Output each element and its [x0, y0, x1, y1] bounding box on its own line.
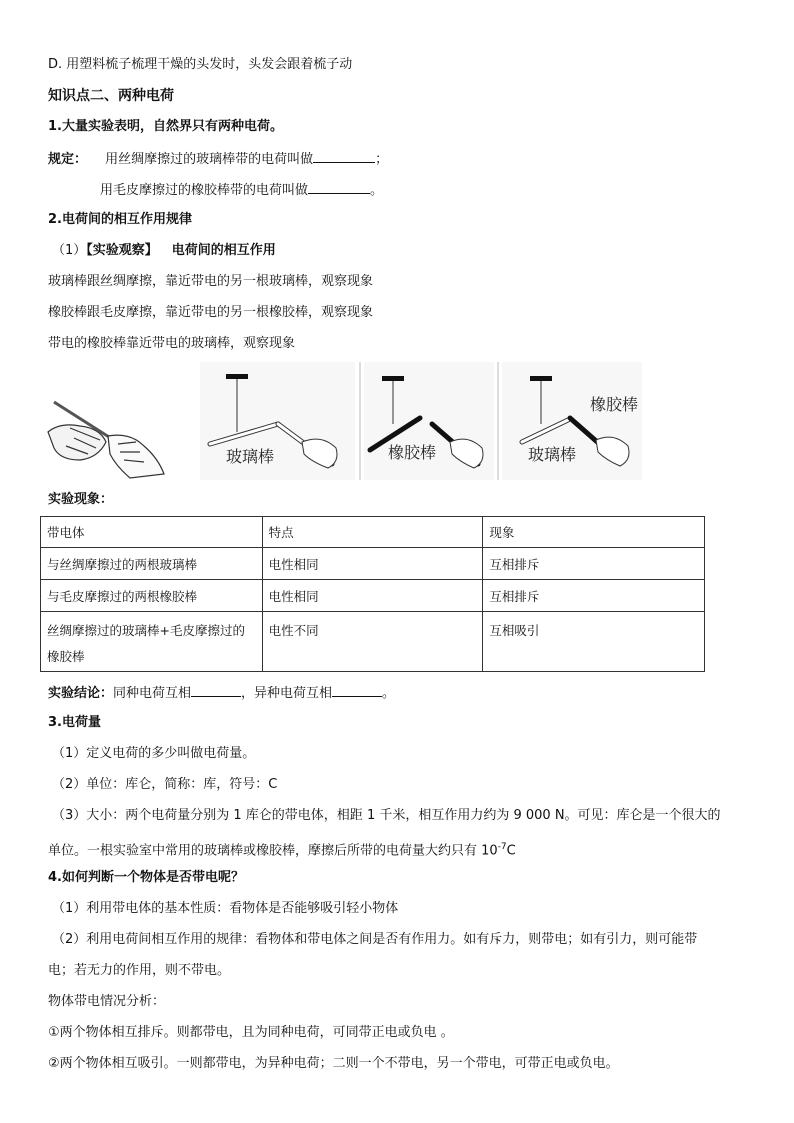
- rubbing-hands-illustration: [48, 402, 164, 478]
- experiment-table: [40, 516, 705, 672]
- table-cell: 与毛皮摩擦过的两根橡胶棒: [41, 580, 263, 612]
- charge-magnitude-text: 单位。一根实验室中常用的玻璃棒或橡胶棒，摩擦后所带的电荷量大约只有 10: [48, 843, 498, 859]
- charge-definition: （1）定义电荷的多少叫做电荷量。: [52, 746, 256, 761]
- experiment-title: [52, 241, 276, 261]
- section-2-title: 2.电荷间的相互作用规律: [48, 212, 192, 227]
- section-4-title: 4.如何判断一个物体是否带电呢？: [48, 870, 244, 885]
- section-3-title: 3.电荷量: [48, 715, 101, 730]
- charge-magnitude-line-1: （3）大小：两个电荷量分别为 1 库仑的带电体，相距 1 千米，相互作用力约为 9 000 N。可见：库仑是一个很大的: [52, 808, 721, 823]
- judge-method-2-line-2: 电；若无力的作用，则不带电。: [48, 963, 231, 978]
- table-cell: 电性相同: [262, 580, 483, 612]
- rule-label: 规定：: [48, 152, 88, 167]
- rule-2: [100, 179, 383, 201]
- panel-1-label: 玻璃棒: [226, 449, 275, 466]
- rule-1-end: ；: [375, 152, 389, 167]
- table-cell: 丝绸摩擦过的玻璃棒+毛皮摩擦过的橡胶棒: [41, 612, 263, 672]
- rule-1: [48, 148, 388, 170]
- option-d: D. 用塑料梳子梳理干燥的头发时，头发会跟着梳子动: [48, 57, 353, 72]
- rule-2-blank[interactable]: [308, 179, 370, 194]
- rule-1-text: 用丝绸摩擦过的玻璃棒带的电荷叫做: [105, 152, 314, 167]
- charge-unit-symbol: C: [506, 843, 516, 859]
- table-cell: 互相排斥: [483, 580, 705, 612]
- analysis-1: ①两个物体相互排斥。则都带电，且为同种电荷，可同带正电或负电 。: [48, 1025, 454, 1040]
- charge-unit: （2）单位：库仑，简称：库，符号：C: [52, 777, 278, 792]
- experiment-heading: 电荷间的相互作用: [171, 243, 276, 258]
- table-cell: 互相排斥: [483, 548, 705, 580]
- conclusion-blank-2[interactable]: [332, 682, 382, 697]
- rule-2-end: 。: [370, 183, 384, 198]
- conclusion-a: 同种电荷互相: [113, 686, 192, 701]
- rule-2-text: 用毛皮摩擦过的橡胶棒带的电荷叫做: [100, 183, 309, 198]
- table-cell: 电性不同: [262, 612, 483, 672]
- table-header-row: [41, 517, 705, 548]
- observation-1: 玻璃棒跟丝绸摩擦，靠近带电的另一根玻璃棒，观察现象: [48, 274, 374, 289]
- judge-method-1: （1）利用带电体的基本性质：看物体是否能够吸引轻小物体: [52, 901, 399, 916]
- judge-method-2-line-1: （2）利用电荷间相互作用的规律：看物体和带电体之间是否有作用力。如有斥力，则带电；如有引力，则可能带: [52, 932, 698, 947]
- table-row: [41, 612, 705, 672]
- panel-3-label-glass: 玻璃棒: [528, 447, 577, 464]
- section-title-kp2: 知识点二、两种电荷: [48, 88, 174, 104]
- analysis-label: 物体带电情况分析：: [48, 994, 166, 1009]
- observation-3: 带电的橡胶棒靠近带电的玻璃棒，观察现象: [48, 336, 296, 351]
- table-header-cell: 特点: [262, 517, 483, 548]
- experiment-phenomenon-label: 实验现象：: [48, 492, 114, 507]
- panel-glass-rubber: [502, 362, 642, 480]
- conclusion-blank-1[interactable]: [191, 682, 241, 697]
- section-1-title: 1.大量实验表明，自然界只有两种电荷。: [48, 119, 283, 134]
- table-row: [41, 580, 705, 612]
- panel-3-label-rubber: 橡胶棒: [590, 397, 639, 414]
- observation-2: 橡胶棒跟毛皮摩擦，靠近带电的另一根橡胶棒，观察现象: [48, 305, 374, 320]
- panel-2-label: 橡胶棒: [388, 445, 437, 462]
- experiment-num: （1）: [52, 243, 87, 258]
- conclusion-end: 。: [382, 686, 396, 701]
- panel-glass-glass: [200, 362, 355, 480]
- table-cell: 互相吸引: [483, 612, 705, 672]
- table-header-cell: 带电体: [41, 517, 263, 548]
- charge-exponent: -7: [497, 842, 507, 852]
- panel-rubber-rubber: [364, 362, 494, 480]
- rule-1-blank[interactable]: [313, 148, 375, 163]
- table-row: [41, 548, 705, 580]
- table-header-cell: 现象: [483, 517, 705, 548]
- conclusion-label: 实验结论：: [48, 686, 114, 701]
- experiment-figure: [40, 362, 680, 484]
- table-cell: 与丝绸摩擦过的两根玻璃棒: [41, 548, 263, 580]
- conclusion-b: ，异种电荷互相: [241, 686, 333, 701]
- experiment-tag: 【实验观察】: [86, 243, 158, 258]
- charge-magnitude-line-2: [48, 837, 516, 861]
- analysis-2: ②两个物体相互吸引。一则都带电，为异种电荷；二则一个不带电，另一个带电，可带正电或负电。: [48, 1056, 619, 1071]
- experiment-conclusion: [48, 682, 395, 704]
- table-cell: 电性相同: [262, 548, 483, 580]
